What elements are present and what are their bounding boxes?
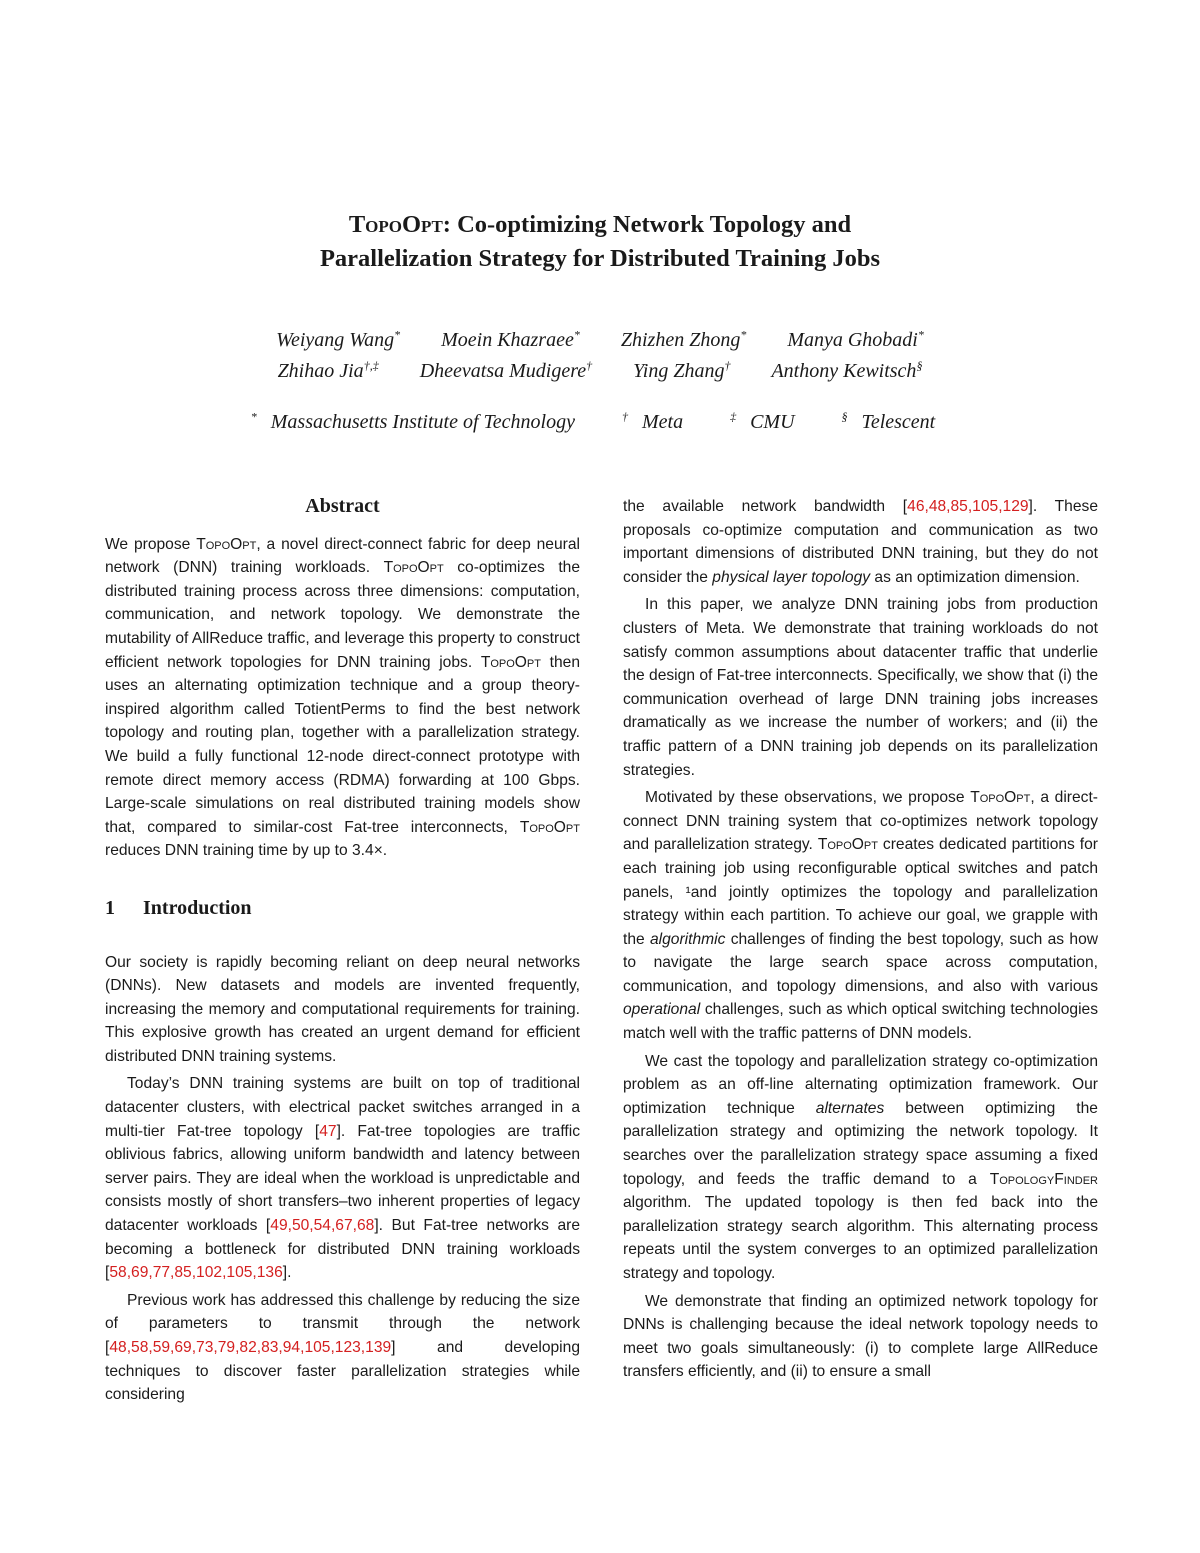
author: Zhizhen Zhong* (620, 327, 747, 351)
abstract-heading: Abstract (305, 495, 380, 517)
author: Dheevatsa Mudigere† (419, 358, 593, 382)
affiliation: † Meta (622, 409, 684, 433)
citation-link[interactable]: 46,48,85,105,129 (907, 498, 1029, 515)
paper-title (100, 208, 1100, 276)
section-heading-introduction: 1 Introduction (105, 896, 252, 919)
author-row-1 (100, 325, 1100, 356)
author: Weiyang Wang* (276, 327, 401, 351)
right-paragraph-2: In this paper, we analyze DNN training jobs from production clusters of Meta. We demonstrate that training workloads do not satisfy common assumptions about datacenter traffic that underlie the design of Fat-tree interconnects. Specifically, we show that (i) the communication overhead of large DNN training jobs increases dramatically as we increase the number of workers; and (ii) the traffic pattern of a DNN training job depends on its parallelization strategies. (623, 596, 1098, 779)
system-name: TopoOpt (348, 211, 443, 238)
citation-link[interactable]: 47 (319, 1122, 337, 1140)
citation-link[interactable]: 49,50,54,67,68 (270, 1217, 375, 1235)
author: Anthony Kewitsch§ (771, 358, 923, 382)
author: Moein Khazraee* (441, 327, 580, 351)
abstract-paragraph: We propose TopoOpt, a novel direct-connect fabric for deep neural network (DNN) training workloads. TopoOpt co-optimizes the distributed training process across three dimensions: computation, communication, and network topology. We demonstrate the mutability of AllReduce traffic, and leverage this property to construct efficient network topologies for DNN training jobs. TopoOpt then uses an alternating optimization technique and a group theory-inspired algorithm called TotientPerms to find the best network topology and routing plan, together with a parallelization strategy. We build a fully functional 12-node direct-connect prototype with remote direct memory access (RDMA) forwarding at 100 Gbps. Large-scale simulations on real distributed training models show that, compared to similar-cost Fat-tree interconnects, TopoOpt reduces DNN training time by up to 3.4×. (105, 535, 581, 860)
right-paragraph-5: We demonstrate that finding an optimized network topology for DNNs is challenging because the ideal network topology needs to meet two goals simultaneously: (i) to complete large AllReduce transfers efficiently, and (ii) to ensure a small (623, 1292, 1098, 1381)
title-line-1: TopoOpt: Co-optimizing Network Topology and (348, 211, 852, 238)
affiliation: § Telescent (841, 409, 936, 433)
author: Zhihao Jia†,‡ (277, 358, 379, 382)
title-line-2: Parallelization Strategy for Distributed Training Jobs (319, 245, 881, 272)
intro-paragraph-1: Our society is rapidly becoming reliant on deep neural networks (DNNs). New datasets and models are invented frequently, increasing the memory and computational requirements for training. This explosive growth has created an urgent demand for efficient distributed DNN training systems. (105, 953, 580, 1065)
affiliations (100, 411, 1100, 434)
left-column (105, 495, 580, 1407)
affiliation: ‡ CMU (730, 409, 795, 433)
author-list (100, 325, 1100, 387)
right-paragraph-4: We cast the topology and parallelization strategy co-optimization problem as an off-line alternating optimization framework. Our optimization technique alternates between optimizing the parallelization strategy and optimizing the network topology. It searches over the parallelization strategy space assuming a fixed topology, and feeds the traffic demand to a TopologyFinder algorithm. The updated topology is then fed back into the parallelization strategy search algorithm. This alternating process repeats until the system converges to an optimized parallelization strategy and topology. (623, 1052, 1098, 1282)
author: Ying Zhang† (633, 358, 731, 382)
right-paragraph-1: the available network bandwidth [46,48,85,105,129]. These proposals co-optimize computation and communication as two important dimensions of distributed DNN training, but they do not consider the physical layer topology as an optimization dimension. (623, 498, 1098, 586)
citation-link[interactable]: 58,69,77,85,102,105,136 (109, 1264, 283, 1282)
author: Manya Ghobadi* (787, 327, 924, 351)
citation-link[interactable]: 48,58,59,69,73,79,82,83,94,105,123,139 (109, 1339, 392, 1356)
author-row-2 (100, 356, 1100, 387)
right-paragraph-3: Motivated by these observations, we propose TopoOpt, a direct-connect DNN training system that co-optimizes network topology and parallelization strategy. TopoOpt creates dedicated partitions for each training job using reconfigurable optical switches and patch panels, ¹and jointly optimizes the topology and parallelization strategy within each partition. To achieve our goal, we grapple with the algorithmic challenges of finding the best topology, such as how to navigate the large search space across computation, communication, and topology dimensions, and also with various operational challenges, such as which optical switching technologies match well with the traffic patterns of DNN models. (623, 789, 1098, 1043)
right-column (623, 495, 1098, 1384)
affiliation: * Massachusetts Institute of Technology (250, 409, 575, 433)
intro-paragraph-3: Previous work has addressed this challenge by reducing the size of parameters to transmit through the network [48,58,59,69,73,79,82,83,94,105,123,139] and developing techniques to discover faster parallelization strategies while considering (105, 1291, 580, 1404)
intro-paragraph-2: Today’s DNN training systems are built on top of traditional datacenter clusters, with electrical packet switches arranged in a multi-tier Fat-tree topology [47]. Fat-tree topologies are traffic oblivious fabrics, allowing uniform bandwidth and latency between server pairs. They are ideal when the workload is unpredictable and consists mostly of short transfers–two inherent properties of legacy datacenter workloads [49,50,54,67,68]. But Fat-tree networks are becoming a bottleneck for distributed DNN training workloads [58,69,77,85,102,105,136]. (105, 1075, 580, 1282)
